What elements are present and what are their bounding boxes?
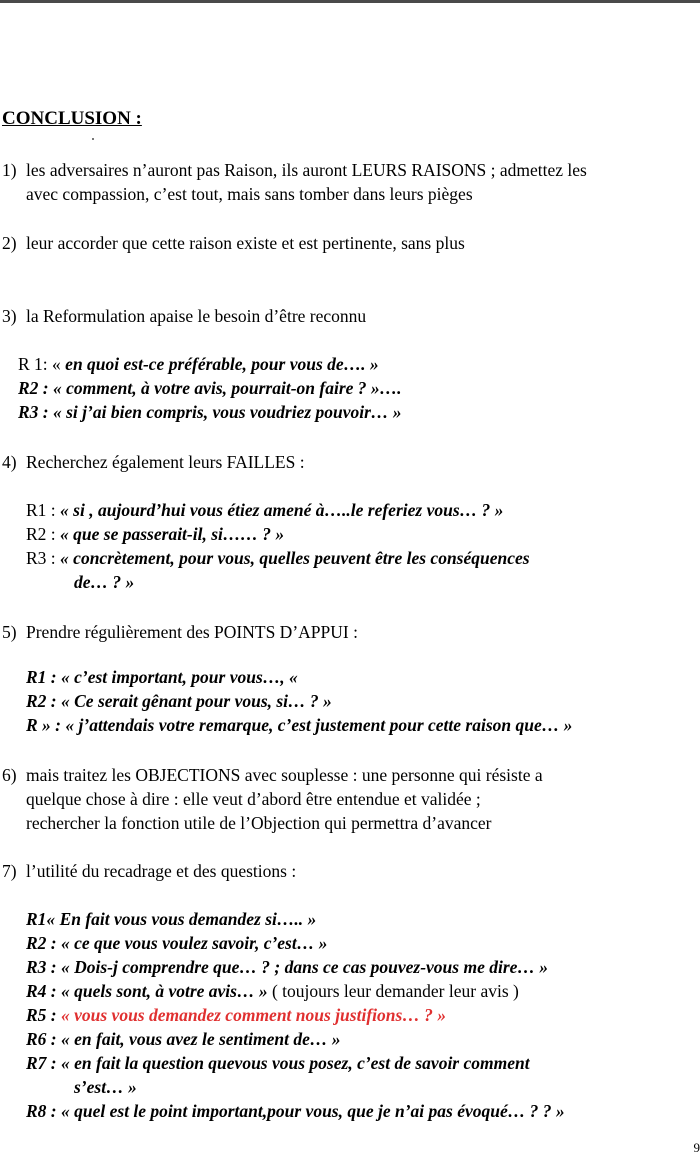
list-item bbox=[26, 665, 572, 689]
list-item bbox=[26, 1003, 565, 1027]
item-number: 1) bbox=[2, 158, 26, 182]
recadrage-list bbox=[26, 907, 565, 1123]
item-quote: c’est important, pour vous…, « bbox=[70, 667, 298, 687]
item-3 bbox=[2, 304, 366, 328]
failles-list bbox=[26, 498, 530, 594]
item-text: Prendre régulièrement des POINTS D’APPUI : bbox=[26, 622, 358, 642]
item-quote: en fait la question quevous vous posez, c’est de savoir comment bbox=[70, 1053, 530, 1073]
item-tag: R1« bbox=[26, 909, 55, 929]
item-number: 7) bbox=[2, 859, 26, 883]
item-tag: R2 : « bbox=[18, 378, 62, 398]
list-item bbox=[26, 1099, 565, 1123]
item-text: quelque chose à dire : elle veut d’abord être entendue et validée ; bbox=[2, 787, 543, 811]
item-text: rechercher la fonction utile de l’Objection qui permettra d’avancer bbox=[2, 811, 543, 835]
list-item bbox=[26, 689, 572, 713]
item-number: 5) bbox=[2, 620, 26, 644]
item-tag: R1 : bbox=[26, 500, 56, 520]
item-tag: R3 : « bbox=[18, 402, 62, 422]
item-number: 2) bbox=[2, 231, 26, 255]
item-text: avec compassion, c’est tout, mais sans tomber dans leurs pièges bbox=[2, 182, 587, 206]
item-7 bbox=[2, 859, 296, 883]
list-item bbox=[26, 498, 530, 522]
item-tag: R3 : « bbox=[26, 957, 70, 977]
list-item bbox=[26, 546, 530, 570]
scan-top-border bbox=[0, 0, 700, 3]
item-quote: En fait vous vous demandez si….. » bbox=[55, 909, 316, 929]
list-item bbox=[26, 931, 565, 955]
item-quote: ce que vous voulez savoir, c’est… » bbox=[70, 933, 328, 953]
item-4 bbox=[2, 450, 305, 474]
item-quote-highlighted: « vous vous demandez comment nous justifions… ? » bbox=[57, 1005, 446, 1025]
item-tag: R8 : « bbox=[26, 1101, 70, 1121]
appui-list bbox=[26, 665, 572, 737]
item-quote: « si , aujourd’hui vous étiez amené à…..le referiez vous… ? » bbox=[56, 500, 504, 520]
item-number: 3) bbox=[2, 304, 26, 328]
item-quote: j’attendais votre remarque, c’est justement pour cette raison que… » bbox=[74, 715, 572, 735]
list-item bbox=[26, 1027, 565, 1051]
item-quote-continued: s’est… » bbox=[26, 1075, 565, 1099]
list-item bbox=[18, 352, 402, 376]
scan-speck bbox=[92, 138, 94, 140]
item-quote: quels sont, à votre avis… » bbox=[70, 981, 268, 1001]
item-quote: quel est le point important,pour vous, que je n’ai pas évoqué… ? ? » bbox=[70, 1101, 565, 1121]
reformulation-list bbox=[18, 352, 402, 424]
item-tag: R4 : « bbox=[26, 981, 70, 1001]
item-text: Recherchez également leurs FAILLES : bbox=[26, 452, 305, 472]
item-quote-continued: de… ? » bbox=[26, 570, 530, 594]
item-1 bbox=[2, 158, 587, 206]
list-item bbox=[26, 907, 565, 931]
item-text: les adversaires n’auront pas Raison, ils auront LEURS RAISONS ; admettez les bbox=[26, 160, 587, 180]
item-note: ( toujours leur demander leur avis ) bbox=[268, 981, 519, 1001]
list-item bbox=[26, 713, 572, 737]
item-quote: « concrètement, pour vous, quelles peuvent être les conséquences bbox=[56, 548, 530, 568]
item-tag: R1 : « bbox=[26, 667, 70, 687]
item-tag: R5 : bbox=[26, 1005, 57, 1025]
item-quote: « que se passerait-il, si…… ? » bbox=[56, 524, 284, 544]
item-2 bbox=[2, 231, 465, 255]
item-number: 4) bbox=[2, 450, 26, 474]
item-tag: R2 : bbox=[26, 524, 56, 544]
item-quote: Ce serait gênant pour vous, si… ? » bbox=[70, 691, 332, 711]
list-item bbox=[26, 955, 565, 979]
item-quote: en fait, vous avez le sentiment de… » bbox=[70, 1029, 341, 1049]
item-tag: R 1: « bbox=[18, 354, 61, 374]
item-text: l’utilité du recadrage et des questions : bbox=[26, 861, 296, 881]
item-number: 6) bbox=[2, 763, 26, 787]
list-item bbox=[26, 979, 565, 1003]
list-item bbox=[26, 522, 530, 546]
page-number: 9 bbox=[694, 1140, 700, 1156]
item-text: mais traitez les OBJECTIONS avec souplesse : une personne qui résiste a bbox=[26, 765, 543, 785]
list-item bbox=[18, 376, 402, 400]
item-tag: R » : « bbox=[26, 715, 74, 735]
item-quote: comment, à votre avis, pourrait-on faire ? »…. bbox=[62, 378, 402, 398]
item-6 bbox=[2, 763, 543, 835]
item-5 bbox=[2, 620, 358, 644]
list-item bbox=[26, 1051, 565, 1075]
item-tag: R2 : « bbox=[26, 691, 70, 711]
item-text: leur accorder que cette raison existe et est pertinente, sans plus bbox=[26, 233, 465, 253]
item-quote: en quoi est-ce préférable, pour vous de…. » bbox=[61, 354, 379, 374]
item-text: la Reformulation apaise le besoin d’être reconnu bbox=[26, 306, 366, 326]
item-tag: R6 : « bbox=[26, 1029, 70, 1049]
item-quote: Dois-j comprendre que… ? ; dans ce cas pouvez-vous me dire… » bbox=[70, 957, 548, 977]
list-item bbox=[18, 400, 402, 424]
page-title: CONCLUSION : bbox=[2, 108, 142, 130]
item-quote: si j’ai bien compris, vous voudriez pouvoir… » bbox=[62, 402, 402, 422]
item-tag: R3 : bbox=[26, 548, 56, 568]
item-tag: R2 : « bbox=[26, 933, 70, 953]
item-tag: R7 : « bbox=[26, 1053, 70, 1073]
